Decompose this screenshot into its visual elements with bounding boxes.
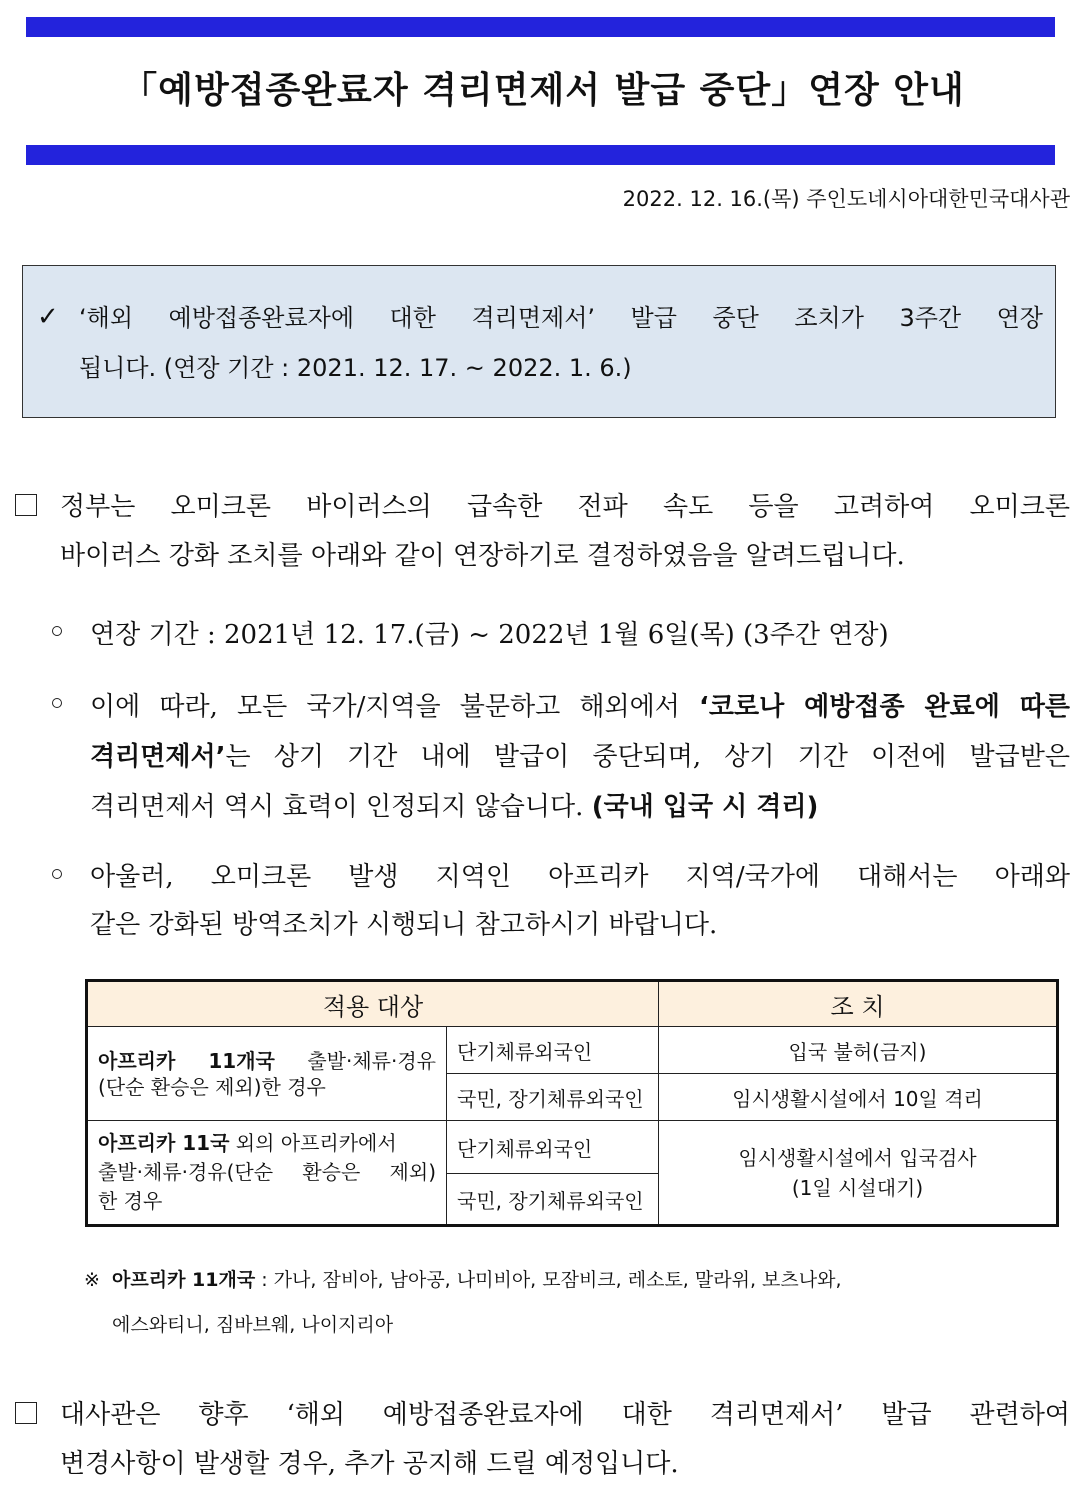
section2-line-2: 변경사항이 발생할 경우, 추가 공지해 드릴 예정입니다.: [60, 1449, 679, 1479]
page-title: 「예방접종완료자 격리면제서 발급 중단」연장 안내: [121, 70, 965, 111]
header-target: 적용 대상: [87, 981, 659, 1027]
bullet-extension-period: 연장 기간 : 2021년 12. 17.(금) ~ 2022년 1월 6일(목) (3주간 연장): [90, 620, 889, 650]
measures-table: [85, 979, 1059, 1227]
footnote-line-1: [84, 1265, 841, 1292]
square-bullet-icon: [15, 1402, 37, 1424]
bullet3-line-1: 아울러, 오미크론 발생 지역인 아프리카 지역/국가에 대해서는 아래와: [90, 862, 1070, 892]
group2-text: 외의 아프리카에서: [229, 1131, 397, 1155]
section1-line-1: 정부는 오미크론 바이러스의 급속한 전파 속도 등을 고려하여 오미크론: [60, 492, 1070, 522]
circle-bullet-icon: [52, 869, 62, 879]
bullet2-bold: ‘코로나 예방접종 완료에 따른: [698, 692, 1070, 722]
group1-measure-1: 입국 불허(금지): [659, 1027, 1058, 1074]
group1-bold: 아프리카 11개국: [98, 1048, 275, 1073]
group2-who-1: 단기체류외국인: [447, 1121, 659, 1174]
group2-label-line-3: 한 경우: [98, 1189, 163, 1213]
group1-measure-2: 임시생활시설에서 10일 격리: [659, 1074, 1058, 1121]
group2-label-line-2: 출발·체류·경유(단순 환승은 제외): [98, 1160, 436, 1184]
top-title-bar: [26, 17, 1055, 37]
section2-line-1: 대사관은 향후 ‘해외 예방접종완료자에 대한 격리면제서’ 발급 관련하여: [60, 1400, 1070, 1430]
group2-who-2: 국민, 장기체류외국인: [447, 1174, 659, 1226]
bullet2-text: 이에 따라, 모든 국가/지역을 불문하고 해외에서: [90, 692, 699, 722]
bullet2-text: 는 상기 기간 내에 발급이 중단되며, 상기 기간 이전에 발급받은: [225, 742, 1070, 772]
footnote-mark: ※: [84, 1269, 100, 1291]
square-bullet-icon: [15, 494, 37, 516]
group1-who-1: 단기체류외국인: [447, 1027, 659, 1074]
bullet3-line-2: 같은 강화된 방역조치가 시행되니 참고하시기 바랍니다.: [90, 910, 718, 940]
circle-bullet-icon: [52, 698, 62, 708]
circle-bullet-icon: [52, 626, 62, 636]
section1-line-2: 바이러스 강화 조치를 아래와 같이 연장하기로 결정하였음을 알려드립니다.: [60, 541, 905, 571]
checkmark-icon: ✓: [37, 302, 59, 332]
group2-measure-line-1: 임시생활시설에서 입국검사: [738, 1145, 977, 1170]
group1-label-line-2: (단순 환승은 제외)한 경우: [98, 1074, 326, 1099]
group1-who-2: 국민, 장기체류외국인: [447, 1074, 659, 1121]
notice-box: [22, 265, 1056, 418]
group2-measure: [659, 1121, 1058, 1226]
group2-bold: 아프리카 11국: [98, 1131, 230, 1155]
notice-line-2: 됩니다. (연장 기간 : 2021. 12. 17. ~ 2022. 1. 6.): [79, 354, 632, 382]
footnote-line-2: 에스와티니, 짐바브웨, 나이지리아: [112, 1314, 394, 1336]
group2-label-line-1: [98, 1129, 436, 1158]
bullet2-line-1: [90, 686, 1070, 723]
footnote-bold: 아프리카 11개국: [112, 1269, 256, 1291]
bullet2-line-3: [90, 786, 818, 823]
bullet2-bold: (국내 입국 시 격리): [591, 792, 819, 822]
dateline: 2022. 12. 16.(목) 주인도네시아대한민국대사관: [622, 187, 1070, 211]
footnote-text: : 가나, 잠비아, 남아공, 나미비아, 모잠비크, 레소토, 말라위, 보츠나와,: [255, 1269, 842, 1291]
group2-label: [87, 1121, 447, 1226]
bullet2-bold: 격리면제서’: [90, 742, 226, 772]
group2-measure-line-2: (1일 시설대기): [791, 1175, 924, 1200]
group1-label: [87, 1027, 447, 1121]
group1-text: 출발·체류·경유: [307, 1048, 436, 1073]
header-measure: 조 치: [659, 981, 1058, 1027]
bullet2-line-2: [90, 736, 1070, 773]
notice-line-1: ‘해외 예방접종완료자에 대한 격리면제서’ 발급 중단 조치가 3주간 연장: [79, 304, 1043, 332]
bottom-title-bar: [26, 145, 1055, 165]
bullet2-text: 격리면제서 역시 효력이 인정되지 않습니다.: [90, 792, 592, 822]
group1-label-line-1: [98, 1048, 436, 1074]
